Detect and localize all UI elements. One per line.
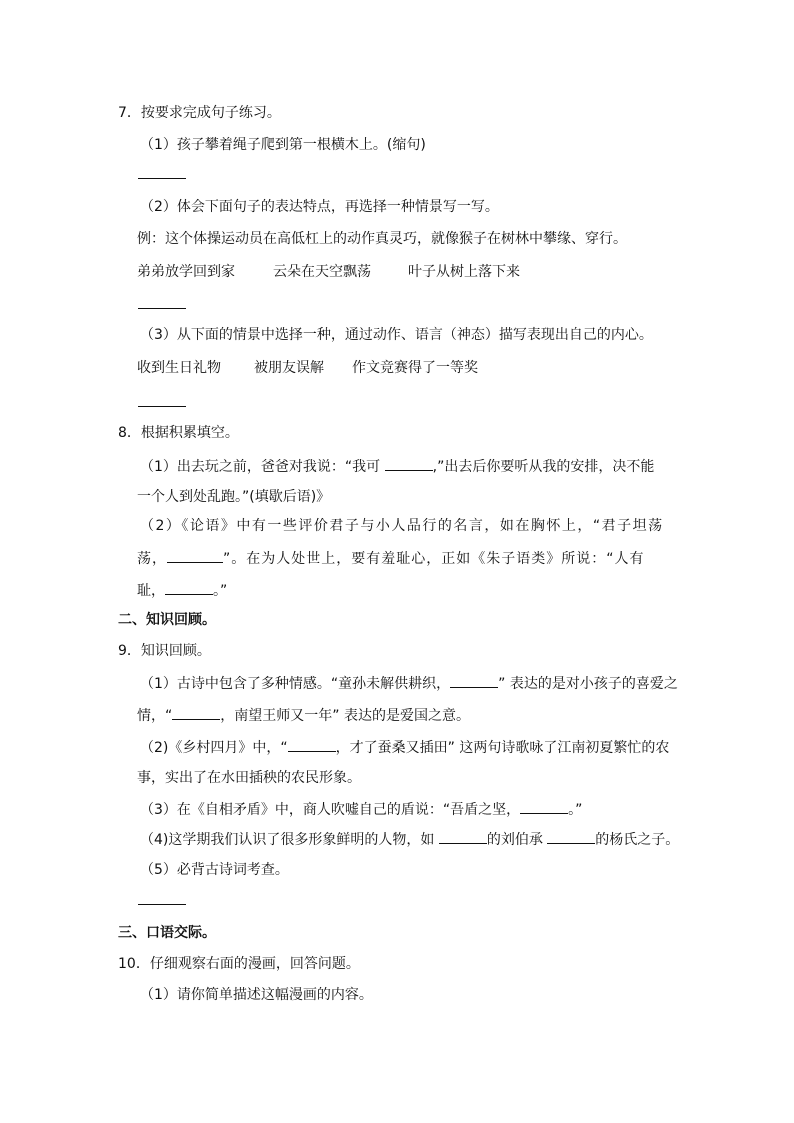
q8-p1-text-c: 一个人到处乱跑。”(填歇后语)》 bbox=[137, 489, 331, 505]
answer-line[interactable] bbox=[138, 178, 186, 179]
q10-title: 10．仔细观察右面的漫画，回答问题。 bbox=[118, 956, 360, 972]
q7-part1: （1）孩子攀着绳子爬到第一根横木上。(缩句) bbox=[140, 137, 426, 153]
q9-p4-text-b: 的刘伯承 bbox=[486, 832, 543, 848]
q8-part2-line2 bbox=[137, 548, 645, 569]
q8-part2-line3 bbox=[137, 580, 227, 601]
q9-p3-text-b: 。” bbox=[568, 802, 583, 818]
fill-blank[interactable] bbox=[165, 580, 213, 595]
fill-blank[interactable] bbox=[288, 737, 336, 752]
fill-blank[interactable] bbox=[520, 799, 568, 814]
q9-p1-quote: 童孙未解供耕织， bbox=[338, 676, 451, 692]
q7-scene-3: 作文竞赛得了一等奖 bbox=[352, 360, 478, 376]
q7-option-3: 叶子从树上落下来 bbox=[408, 264, 520, 280]
q10-part1: （1）请你简单描述这幅漫画的内容。 bbox=[140, 987, 373, 1003]
q9-p1-text-d: ，南望王师又一年” 表达的是爱国之意。 bbox=[220, 708, 470, 724]
q7-example: 例：这个体操运动员在高低杠上的动作真灵巧，就像猴子在树林中攀缘、穿行。 bbox=[137, 231, 627, 247]
q8-part1-line1 bbox=[140, 456, 654, 477]
q8-p2-text-e: 。” bbox=[213, 583, 228, 599]
q9-title: 9．知识回顾。 bbox=[118, 643, 211, 659]
q9-p1-text-b: ” 表达的是对小孩子的喜爱之 bbox=[498, 676, 678, 692]
fill-blank[interactable] bbox=[547, 829, 595, 844]
answer-line[interactable] bbox=[138, 904, 186, 905]
q9-p4-text-c: 的杨氏之子。 bbox=[595, 832, 680, 848]
q9-p4-text-a: （4)这学期我们认识了很多形象鲜明的人物，如 bbox=[140, 832, 435, 848]
section-heading-2: 二、知识回顾。 bbox=[118, 612, 216, 628]
fill-blank[interactable] bbox=[167, 548, 223, 563]
fill-blank[interactable] bbox=[172, 705, 220, 720]
q7-part3: （3）从下面的情景中选择一种，通过动作、语言（神态）描写表现出自己的内心。 bbox=[140, 327, 653, 343]
q9-part3 bbox=[140, 799, 582, 820]
q8-p1-text-b: ,”出去后你要听从我的安排，决不能 bbox=[432, 459, 655, 475]
q8-p2-text-c: ”。在为人处世上，要有羞耻心，正如《朱子语类》所说：“人有 bbox=[223, 551, 645, 567]
section-heading-3: 三、口语交际。 bbox=[118, 925, 216, 941]
q9-part2-line1 bbox=[140, 737, 669, 758]
q9-p2-text-a: （2)《乡村四月》中，“ bbox=[140, 740, 288, 756]
answer-line[interactable] bbox=[138, 406, 186, 407]
q9-p3-text-a: （3）在《自相矛盾》中，商人吹嘘自己的盾说：“吾盾之坚， bbox=[140, 802, 521, 818]
q9-p1-text-a: （1）古诗中包含了多种情感。“ bbox=[140, 676, 339, 692]
q8-p2-text-b: 荡， bbox=[137, 551, 167, 567]
q8-p2-text-a: （2）《论语》中有一些评价君子与小人品行的名言，如在胸怀上，“君子坦荡 bbox=[140, 518, 664, 534]
fill-blank[interactable] bbox=[385, 456, 433, 471]
q8-p2-text-d: 耻， bbox=[137, 583, 165, 599]
q7-option-2: 云朵在天空飘荡 bbox=[273, 264, 371, 280]
q7-option-1: 弟弟放学回到家 bbox=[137, 264, 235, 280]
q7-title: 7．按要求完成句子练习。 bbox=[118, 105, 281, 121]
q9-p2-text-b: ，才了蚕桑又插田” 这两句诗歌咏了江南初夏繁忙的农 bbox=[335, 740, 670, 756]
fill-blank[interactable] bbox=[439, 829, 487, 844]
q8-p1-text-a: （1）出去玩之前，爸爸对我说：“我可 bbox=[140, 459, 381, 475]
q7-scene-2: 被朋友误解 bbox=[254, 360, 324, 376]
q9-part1-line2 bbox=[137, 705, 470, 726]
q9-part5: （5）必背古诗词考查。 bbox=[140, 862, 289, 878]
q9-p1-text-c: 情，“ bbox=[137, 708, 173, 724]
q9-p2-text-c: 事，实出了在水田插秧的农民形象。 bbox=[137, 770, 361, 786]
q9-part1-line1 bbox=[140, 673, 678, 694]
q9-part4 bbox=[140, 829, 679, 850]
fill-blank[interactable] bbox=[450, 673, 498, 688]
q7-part2: （2）体会下面句子的表达特点，再选择一种情景写一写。 bbox=[140, 199, 499, 215]
q8-title: 8．根据积累填空。 bbox=[118, 425, 239, 441]
answer-line[interactable] bbox=[138, 308, 186, 309]
q7-scene-1: 收到生日礼物 bbox=[137, 360, 221, 376]
